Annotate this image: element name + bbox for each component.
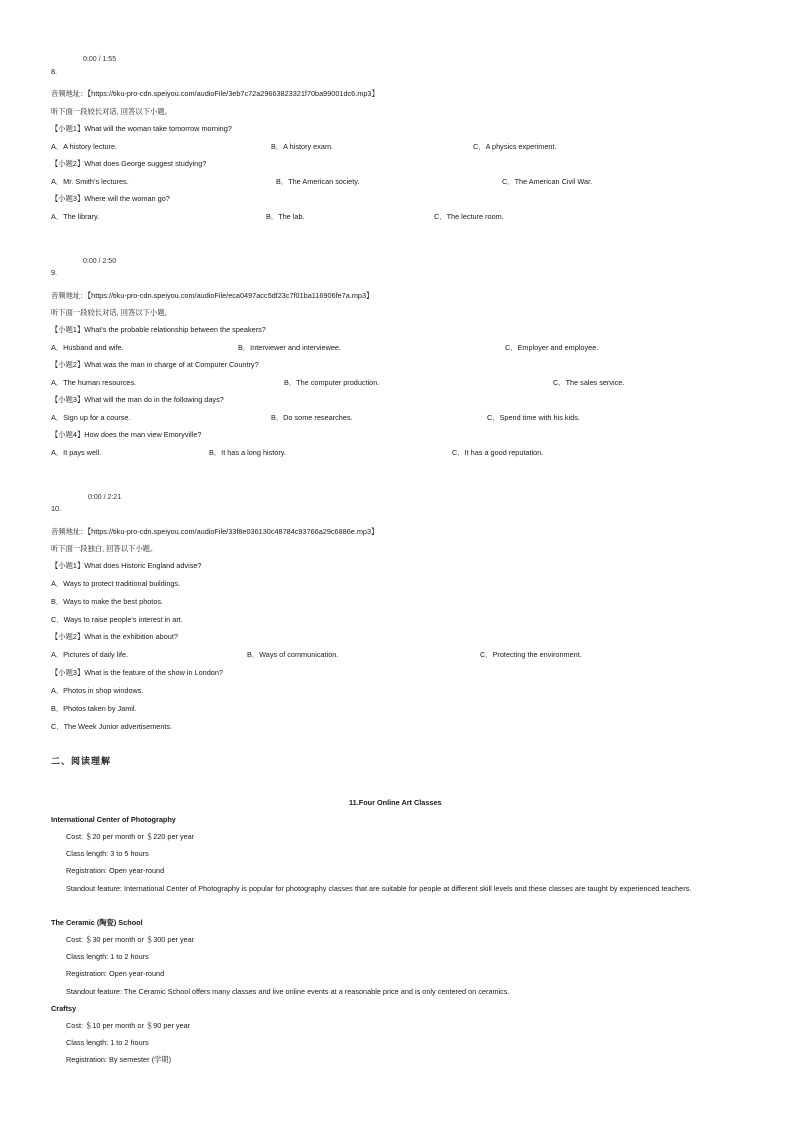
option-a: A．Mr. Smith’s lectures.: [51, 177, 129, 186]
audio-player-time[interactable]: 0:00 / 1:55: [83, 56, 117, 63]
option-c: C．Protecting the environment.: [480, 650, 582, 659]
option-c: C．The lecture room.: [434, 212, 504, 221]
option-c: C．A physics experiment.: [473, 142, 557, 151]
audio-url: 音频地址：【https://tiku-pro-cdn.speiyou.com/audioFile/eca0497acc5df23c7f01ba116906fe7a.mp3】: [51, 291, 374, 300]
registration: Registration: Open year-round: [66, 866, 165, 875]
question-number: 9.: [51, 268, 58, 277]
audio-player-time[interactable]: 0:00 / 2:50: [83, 258, 117, 265]
cost: Cost: ＄10 per month or ＄90 per year: [66, 1021, 191, 1030]
question-stem: 【小题4】How does the man view Emoryville?: [51, 430, 202, 439]
option-b: B．Photos taken by Jamil.: [51, 704, 137, 713]
option-b: B．Interviewer and interviewee.: [238, 343, 342, 352]
question-stem: 【小题1】What does Historic England advise?: [51, 561, 202, 570]
option-b: B．The computer production.: [284, 378, 380, 387]
option-a: A．Ways to protect traditional buildings.: [51, 579, 181, 588]
instruction: 听下面一段较长对话, 回答以下小题。: [51, 308, 172, 317]
option-b: B．Ways to make the best photos.: [51, 597, 164, 606]
registration: Registration: Open year-round: [66, 969, 165, 978]
option-a: A．The human resources.: [51, 378, 137, 387]
option-c: C．The Week Junior advertisements.: [51, 722, 173, 731]
question-stem: 【小题3】What is the feature of the show in London?: [51, 668, 223, 677]
school-name: The Ceramic (陶瓷) School: [51, 918, 143, 927]
option-b: B．The lab.: [266, 212, 305, 221]
passage-title: 11.Four Online Art Classes: [349, 798, 442, 807]
option-c: C．Spend time with his kids.: [487, 413, 580, 422]
question-stem: 【小题2】What is the exhibition about?: [51, 632, 178, 641]
option-c: C．The sales service.: [553, 378, 625, 387]
option-b: B．It has a long history.: [209, 448, 286, 457]
option-a: A．A history lecture.: [51, 142, 118, 151]
question-stem: 【小题3】Where will the woman go?: [51, 194, 170, 203]
class-length: Class length: 1 to 2 hours: [66, 952, 149, 961]
option-a: A．Pictures of daily life.: [51, 650, 129, 659]
option-b: B．Do some researches.: [271, 413, 353, 422]
option-b: B．The American society.: [276, 177, 360, 186]
section-heading: 二、阅读理解: [51, 757, 112, 767]
option-c: C．Ways to raise people’s interest in art.: [51, 615, 183, 624]
audio-url: 音频地址：【https://tiku-pro-cdn.speiyou.com/audioFile/3eb7c72a29663823321f70ba99001dc6.mp3】: [51, 89, 379, 98]
option-a: A．Husband and wife.: [51, 343, 124, 352]
question-number: 10.: [51, 504, 62, 513]
option-a: A．The library.: [51, 212, 100, 221]
cost: Cost: ＄20 per month or ＄220 per year: [66, 832, 195, 841]
question-stem: 【小题2】What does George suggest studying?: [51, 159, 207, 168]
option-c: C．Employer and employee.: [505, 343, 599, 352]
option-a: A．It pays well.: [51, 448, 102, 457]
registration: Registration: By semester (学期): [66, 1055, 172, 1064]
question-stem: 【小题1】What will the woman take tomorrow morning?: [51, 124, 232, 133]
option-b: B．A history exam.: [271, 142, 334, 151]
question-stem: 【小题3】What will the man do in the following days?: [51, 395, 224, 404]
school-name: Craftsy: [51, 1004, 77, 1013]
option-a: A．Sign up for a course.: [51, 413, 131, 422]
question-stem: 【小题1】What’s the probable relationship between the speakers?: [51, 325, 266, 334]
audio-url: 音频地址：【https://tiku-pro-cdn.speiyou.com/audioFile/33f8e036130c48784c93766a29c6886e.mp3】: [51, 527, 379, 536]
option-c: C．The American Civil War.: [502, 177, 593, 186]
audio-player-time[interactable]: 0:00 / 2:21: [88, 494, 122, 501]
option-b: B．Ways of communication.: [247, 650, 339, 659]
option-a: A．Photos in shop windows.: [51, 686, 144, 695]
question-stem: 【小题2】What was the man in charge of at Computer Country?: [51, 360, 259, 369]
standout-feature: Standout feature: International Center of Photography is popular for photography classes that are suitable for people at different skill levels and these classes are taught by experienced teachers.: [66, 884, 692, 893]
class-length: Class length: 1 to 2 hours: [66, 1038, 149, 1047]
class-length: Class length: 3 to 5 hours: [66, 849, 149, 858]
instruction: 听下面一段较长对话, 回答以下小题。: [51, 107, 172, 116]
question-number: 8.: [51, 67, 58, 76]
option-c: C．It has a good reputation.: [452, 448, 544, 457]
school-name: International Center of Photography: [51, 815, 176, 824]
cost: Cost: ＄30 per month or ＄300 per year: [66, 935, 195, 944]
standout-feature: Standout feature: The Ceramic School offers many classes and live online events at a reasonable price and is only centered on ceramics.: [66, 987, 510, 996]
instruction: 听下面一段独白, 回答以下小题。: [51, 544, 158, 553]
